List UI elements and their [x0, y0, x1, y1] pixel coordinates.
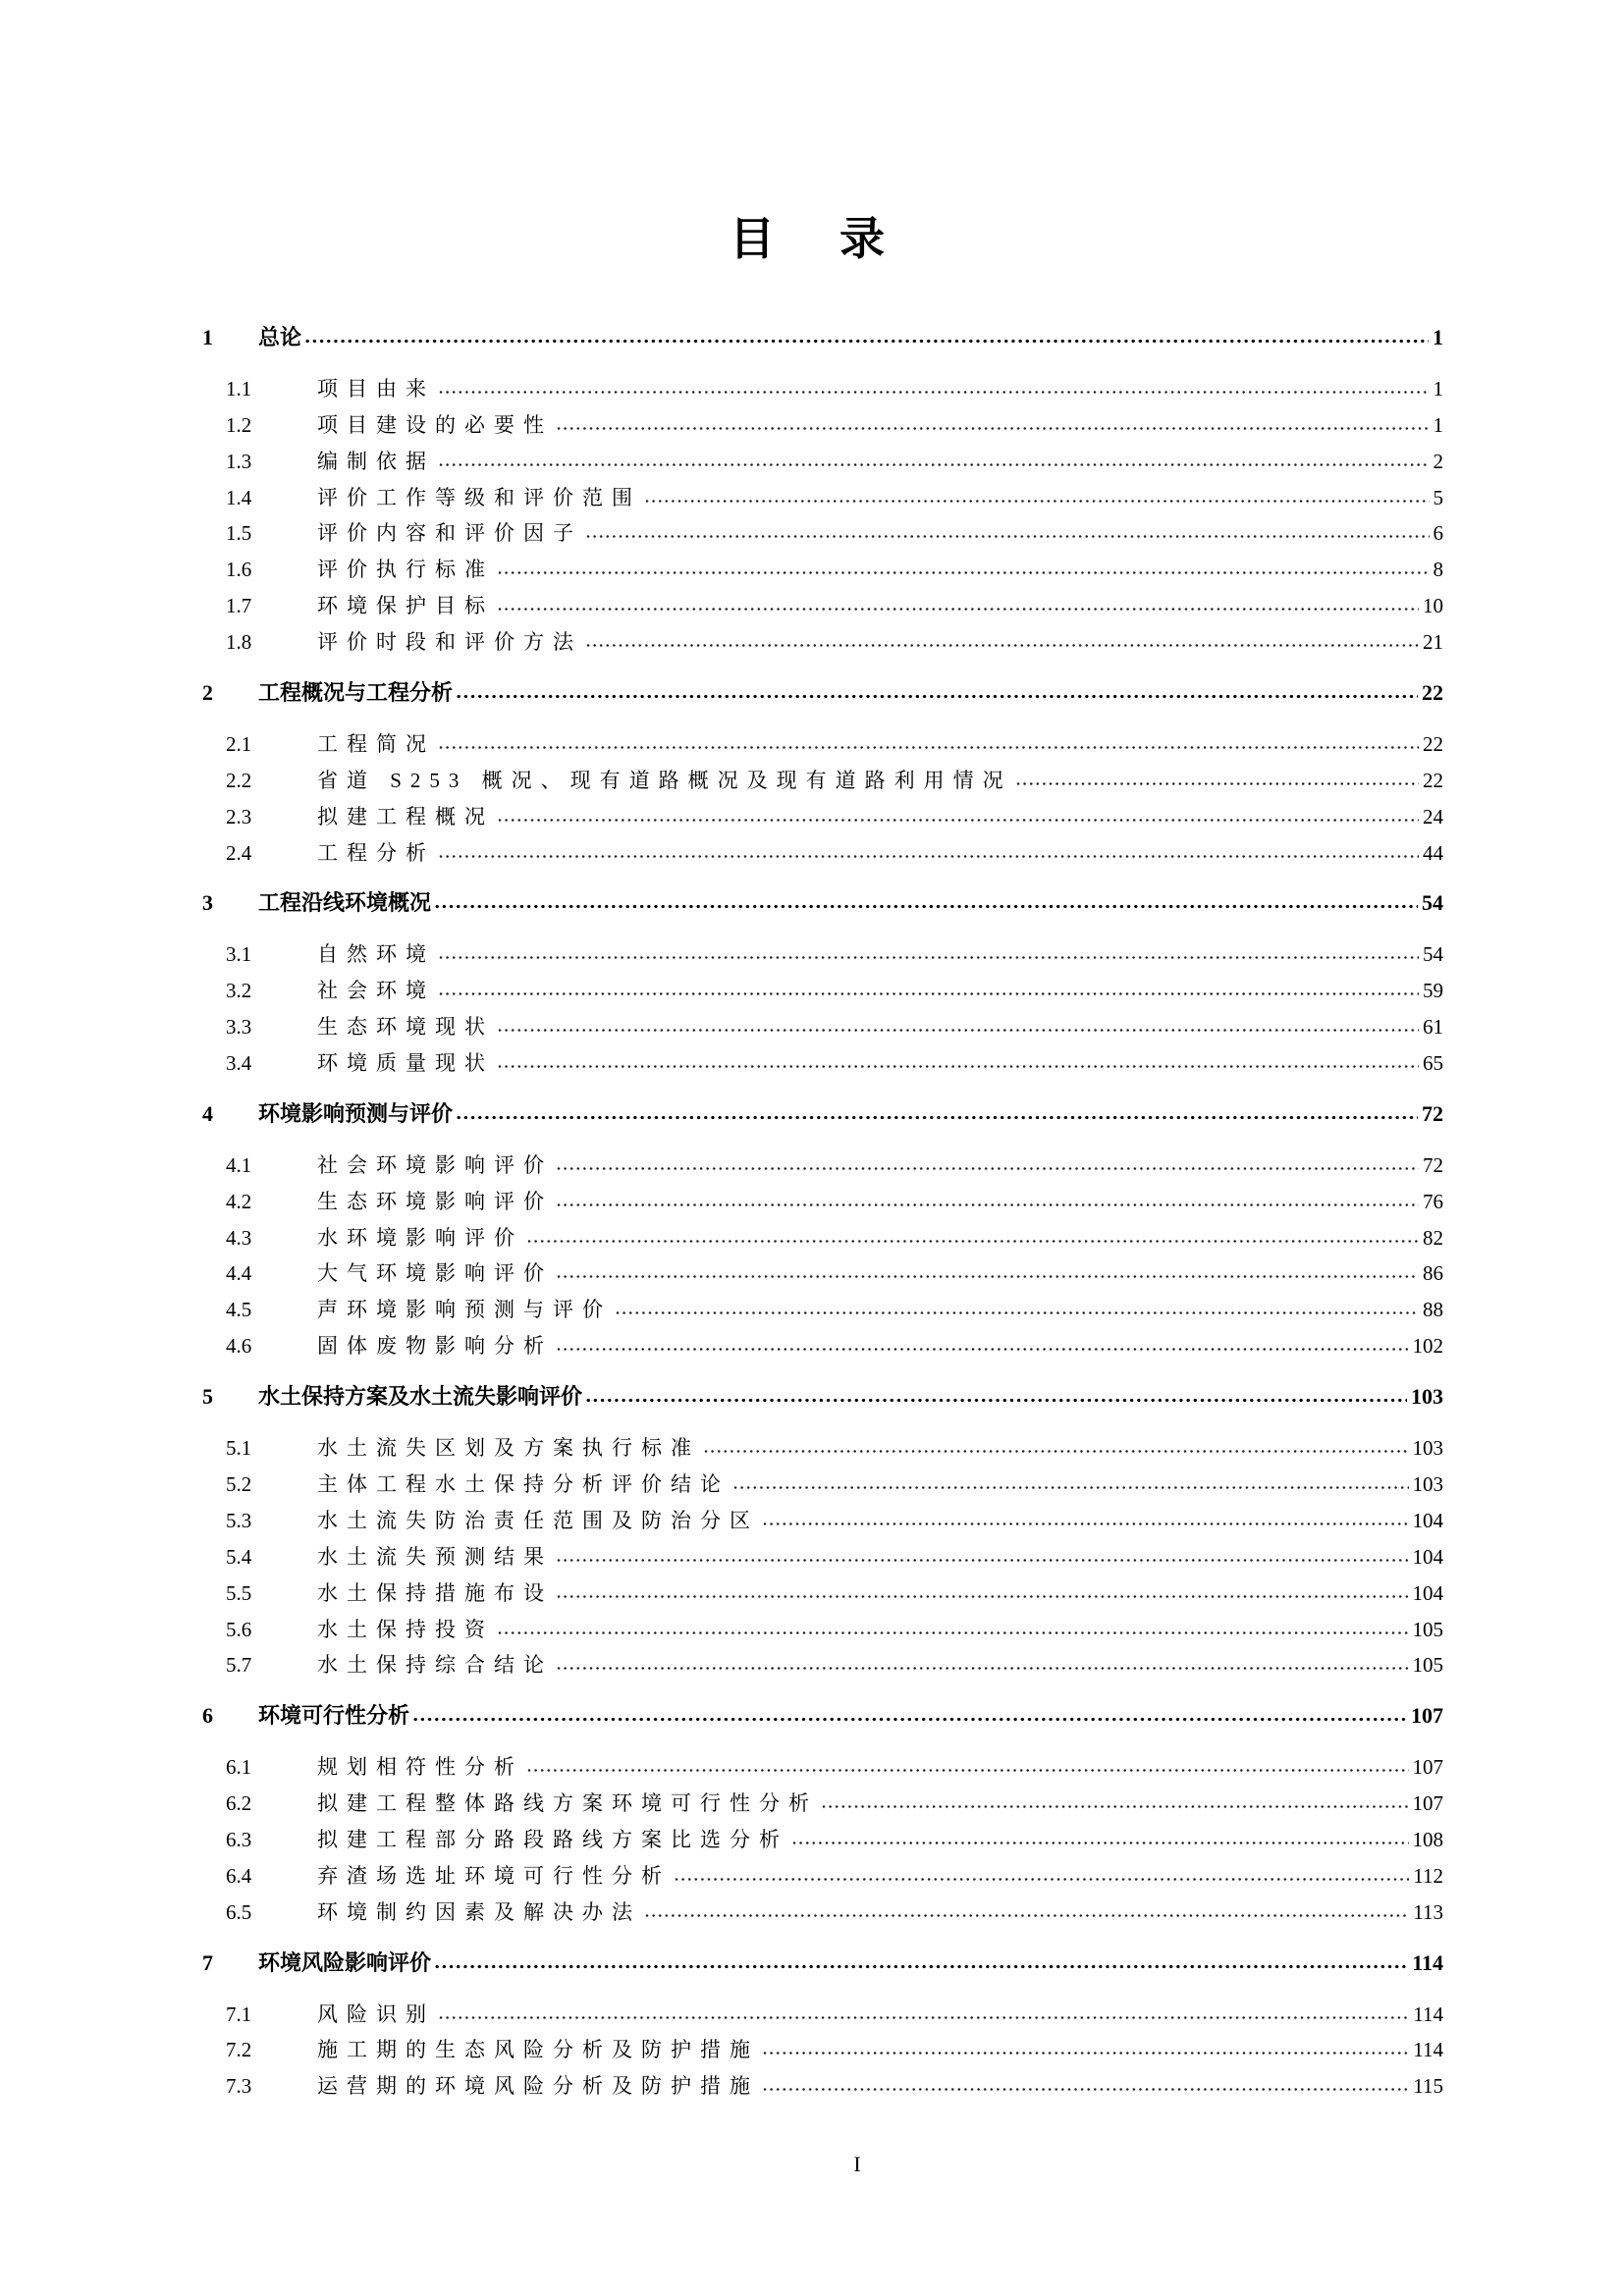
item-number: 7.2	[226, 2038, 252, 2062]
item-title: 社会环境	[317, 979, 435, 1003]
chapter-title: 总论	[258, 325, 302, 349]
item-page-number: 112	[1413, 1863, 1443, 1888]
item-page-number: 114	[1413, 2002, 1443, 2026]
item-page-number: 8	[1433, 558, 1443, 582]
chapter-number: 5	[202, 1384, 213, 1410]
item-number: 4.2	[226, 1189, 252, 1213]
item-title: 弃渣场选址环境可行性分析	[317, 1863, 671, 1888]
item-number: 3.2	[226, 979, 252, 1003]
item-title: 环境质量现状	[317, 1051, 494, 1076]
page-title: 目 录	[730, 214, 894, 264]
chapter-page-number: 1	[1433, 325, 1443, 349]
item-number: 1.7	[226, 594, 252, 618]
item-number: 5.3	[226, 1508, 252, 1532]
item-number: 4.1	[226, 1152, 252, 1177]
item-page-number: 1	[1433, 376, 1443, 400]
item-title: 运营期的环境风险分析及防护措施	[317, 2074, 759, 2099]
item-page-number: 1	[1433, 412, 1443, 437]
item-page-number: 107	[1412, 1791, 1443, 1816]
chapter-number: 1	[202, 325, 213, 349]
item-title: 主体工程水土保持分析评价结论	[317, 1471, 730, 1496]
item-page-number: 65	[1423, 1051, 1443, 1076]
toc-chapter-row[interactable]	[202, 885, 1443, 922]
footer-page-number: I	[853, 2152, 861, 2176]
toc-item-row[interactable]	[202, 1786, 1443, 1822]
item-title: 拟建工程部分路段路线方案比选分析	[317, 1827, 788, 1851]
item-number: 6.2	[226, 1791, 252, 1816]
toc-item-row[interactable]	[202, 1822, 1443, 1858]
item-page-number: 113	[1413, 1899, 1443, 1924]
item-number: 5.2	[226, 1471, 252, 1496]
item-title: 水环境影响评价	[317, 1225, 523, 1250]
item-page-number: 21	[1423, 630, 1443, 655]
toc-chapter-row[interactable]	[202, 1946, 1443, 1982]
item-number: 1.1	[226, 376, 252, 400]
item-title: 水土流失预测结果	[317, 1544, 553, 1569]
toc-item-row[interactable]	[202, 1328, 1443, 1364]
toc-item-row[interactable]	[202, 1009, 1443, 1045]
item-number: 7.1	[226, 2002, 252, 2026]
chapter-number: 2	[202, 680, 213, 706]
chapter-number: 7	[202, 1949, 213, 1975]
item-page-number: 22	[1423, 731, 1443, 756]
item-title: 生态环境影响评价	[317, 1189, 553, 1213]
item-title: 社会环境影响评价	[317, 1152, 553, 1177]
item-number: 1.5	[226, 521, 252, 546]
item-page-number: 54	[1423, 942, 1443, 967]
item-number: 5.6	[226, 1617, 252, 1641]
chapter-number: 3	[202, 890, 213, 916]
toc-chapter-row[interactable]	[202, 1698, 1443, 1735]
item-page-number: 44	[1423, 840, 1443, 865]
item-title: 拟建工程概况	[317, 804, 494, 828]
item-title: 环境保护目标	[317, 594, 494, 618]
item-page-number: 6	[1433, 521, 1443, 546]
item-page-number: 72	[1423, 1152, 1443, 1177]
item-number: 6.1	[226, 1755, 252, 1780]
item-title: 项目建设的必要性	[317, 412, 553, 437]
item-number: 1.2	[226, 412, 252, 437]
item-number: 1.6	[226, 558, 252, 582]
item-title: 水土流失区划及方案执行标准	[317, 1436, 700, 1461]
item-page-number: 102	[1412, 1334, 1443, 1359]
toc-item-row[interactable]	[202, 835, 1443, 872]
chapter-number: 6	[202, 1703, 213, 1729]
toc-item-row[interactable]	[202, 1895, 1443, 1931]
item-number: 5.1	[226, 1436, 252, 1461]
item-number: 4.3	[226, 1225, 252, 1250]
item-title: 风险识别	[317, 2002, 435, 2026]
item-number: 5.7	[226, 1653, 252, 1678]
toc-item-row[interactable]	[202, 1430, 1443, 1467]
item-number: 6.5	[226, 1899, 252, 1924]
toc-item-row[interactable]	[202, 936, 1443, 973]
item-title: 自然环境	[317, 942, 435, 967]
toc-item-row[interactable]	[202, 1997, 1443, 2033]
toc-item-row[interactable]	[202, 726, 1443, 763]
toc-item-row[interactable]	[202, 480, 1443, 516]
item-number: 4.5	[226, 1298, 252, 1322]
item-page-number: 24	[1423, 804, 1443, 828]
toc-item-row[interactable]	[202, 624, 1443, 661]
item-page-number: 5	[1433, 485, 1443, 509]
item-page-number: 115	[1413, 2074, 1443, 2099]
item-page-number: 10	[1423, 594, 1443, 618]
item-title: 工程简况	[317, 731, 435, 756]
chapter-page-number: 107	[1411, 1703, 1443, 1729]
toc-item-row[interactable]	[202, 1255, 1443, 1292]
item-page-number: 103	[1412, 1436, 1443, 1461]
item-number: 7.3	[226, 2074, 252, 2099]
item-title: 规划相符性分析	[317, 1755, 523, 1780]
toc-item-row[interactable]	[202, 371, 1443, 407]
item-page-number: 105	[1412, 1653, 1443, 1678]
item-title: 大气环境影响评价	[317, 1261, 553, 1286]
toc-item-row[interactable]	[202, 444, 1443, 480]
item-number: 5.5	[226, 1580, 252, 1605]
item-page-number: 105	[1412, 1617, 1443, 1641]
item-title: 省道 S253 概况、现有道路概况及现有道路利用情况	[317, 768, 1012, 792]
item-page-number: 86	[1423, 1261, 1443, 1286]
item-page-number: 104	[1412, 1544, 1443, 1569]
chapter-page-number: 72	[1422, 1100, 1443, 1126]
toc-item-row[interactable]	[202, 1184, 1443, 1220]
toc-item-row[interactable]	[202, 407, 1443, 444]
item-number: 6.3	[226, 1827, 252, 1851]
item-title: 施工期的生态风险分析及防护措施	[317, 2038, 759, 2062]
item-number: 2.2	[226, 768, 252, 792]
toc-item-row[interactable]	[202, 1575, 1443, 1612]
item-title: 水土保持投资	[317, 1617, 494, 1641]
item-number: 5.4	[226, 1544, 252, 1569]
item-page-number: 76	[1423, 1189, 1443, 1213]
toc-chapter-row[interactable]	[202, 1096, 1443, 1133]
toc-chapter-row[interactable]	[202, 320, 1443, 356]
chapter-number: 4	[202, 1100, 213, 1126]
chapter-page-number: 114	[1412, 1949, 1443, 1975]
chapter-page-number: 103	[1411, 1384, 1443, 1410]
item-title: 声环境影响预测与评价	[317, 1298, 612, 1322]
item-title: 水土保持措施布设	[317, 1580, 553, 1605]
item-page-number: 107	[1412, 1755, 1443, 1780]
item-number: 3.1	[226, 942, 252, 967]
item-title: 水土流失防治责任范围及防治分区	[317, 1508, 759, 1532]
toc-item-row[interactable]	[202, 1045, 1443, 1082]
chapter-title: 环境可行性分析	[258, 1703, 410, 1729]
item-title: 编制依据	[317, 449, 435, 473]
item-title: 工程分析	[317, 840, 435, 865]
item-number: 1.3	[226, 449, 252, 473]
item-number: 3.4	[226, 1051, 252, 1076]
toc-item-row[interactable]	[202, 1749, 1443, 1786]
toc-item-row[interactable]	[202, 1467, 1443, 1503]
item-page-number: 61	[1423, 1015, 1443, 1040]
item-page-number: 2	[1433, 449, 1443, 473]
chapter-title: 环境影响预测与评价	[258, 1100, 454, 1126]
chapter-page-number: 22	[1422, 680, 1443, 706]
item-page-number: 103	[1412, 1471, 1443, 1496]
toc-item-row[interactable]	[202, 2068, 1443, 2105]
toc-item-row[interactable]	[202, 1220, 1443, 1256]
toc-item-row[interactable]	[202, 588, 1443, 624]
item-number: 3.3	[226, 1015, 252, 1040]
item-number: 2.1	[226, 731, 252, 756]
toc-item-row[interactable]	[202, 1292, 1443, 1328]
item-page-number: 88	[1423, 1298, 1443, 1322]
item-title: 生态环境现状	[317, 1015, 494, 1040]
item-number: 4.6	[226, 1334, 252, 1359]
item-number: 4.4	[226, 1261, 252, 1286]
item-page-number: 59	[1423, 979, 1443, 1003]
item-number: 6.4	[226, 1863, 252, 1888]
item-title: 评价时段和评价方法	[317, 630, 582, 655]
toc-item-row[interactable]	[202, 799, 1443, 835]
item-page-number: 108	[1412, 1827, 1443, 1851]
item-number: 2.4	[226, 840, 252, 865]
item-number: 2.3	[226, 804, 252, 828]
item-title: 拟建工程整体路线方案环境可行性分析	[317, 1791, 818, 1816]
toc-item-row[interactable]	[202, 1612, 1443, 1648]
toc-item-row[interactable]	[202, 973, 1443, 1009]
toc-item-row[interactable]	[202, 1647, 1443, 1683]
toc-item-row[interactable]	[202, 1858, 1443, 1895]
item-number: 1.4	[226, 485, 252, 509]
item-title: 固体废物影响分析	[317, 1334, 553, 1359]
item-page-number: 104	[1412, 1508, 1443, 1532]
toc-item-row[interactable]	[202, 2032, 1443, 2068]
toc-item-row[interactable]	[202, 1539, 1443, 1575]
item-title: 项目由来	[317, 376, 435, 400]
chapter-title: 工程沿线环境概况	[258, 890, 432, 916]
item-page-number: 82	[1423, 1225, 1443, 1250]
item-title: 评价内容和评价因子	[317, 521, 582, 546]
item-title: 水土保持综合结论	[317, 1653, 553, 1678]
toc-chapter-row[interactable]	[202, 1379, 1443, 1415]
item-page-number: 114	[1413, 2038, 1443, 2062]
toc-item-row[interactable]	[202, 1503, 1443, 1539]
chapter-title: 水土保持方案及水土流失影响评价	[258, 1384, 583, 1410]
item-page-number: 22	[1423, 768, 1443, 792]
item-title: 评价工作等级和评价范围	[317, 485, 641, 509]
toc-item-row[interactable]	[202, 1148, 1443, 1184]
item-number: 1.8	[226, 630, 252, 655]
toc-item-row[interactable]	[202, 515, 1443, 552]
item-page-number: 104	[1412, 1580, 1443, 1605]
item-title: 环境制约因素及解决办法	[317, 1899, 641, 1924]
chapter-title: 工程概况与工程分析	[258, 680, 454, 706]
toc-list	[202, 305, 1443, 2105]
chapter-title: 环境风险影响评价	[258, 1949, 432, 1975]
toc-item-row[interactable]	[202, 552, 1443, 588]
chapter-page-number: 54	[1422, 890, 1443, 916]
toc-chapter-row[interactable]	[202, 675, 1443, 712]
item-title: 评价执行标准	[317, 558, 494, 582]
toc-item-row[interactable]	[202, 763, 1443, 799]
